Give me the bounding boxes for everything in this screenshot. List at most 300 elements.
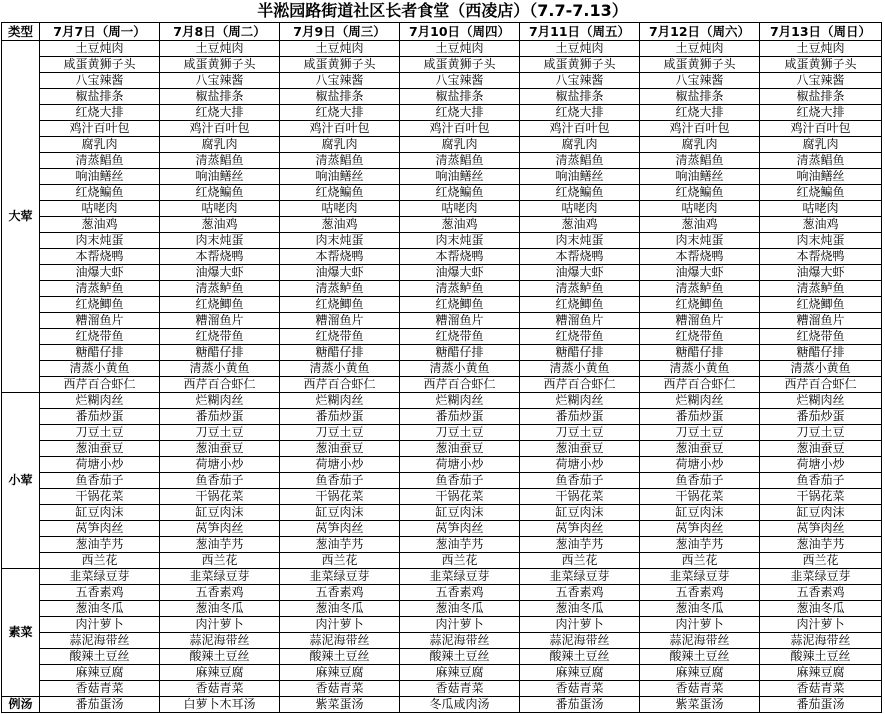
dish-cell: 糟溜鱼片: [280, 313, 400, 329]
dish-cell: 香菇青菜: [520, 681, 640, 697]
dish-cell: 刀豆土豆: [760, 425, 882, 441]
dish-cell: 香菇青菜: [760, 681, 882, 697]
table-row: [2, 601, 882, 617]
table-row: [2, 473, 882, 489]
dish-cell: 缸豆肉沫: [40, 505, 160, 521]
table-row: [2, 89, 882, 105]
dish-cell: 肉末炖蛋: [760, 233, 882, 249]
dish-cell: 清蒸小黄鱼: [160, 361, 280, 377]
dish-cell: 糟溜鱼片: [640, 313, 760, 329]
table-row: [2, 633, 882, 649]
dish-cell: 缸豆肉沫: [280, 505, 400, 521]
dish-cell: 葱油鸡: [640, 217, 760, 233]
dish-cell: 八宝辣酱: [160, 73, 280, 89]
dish-cell: 葱油鸡: [40, 217, 160, 233]
dish-cell: 清蒸鲈鱼: [640, 281, 760, 297]
dish-cell: 五香素鸡: [400, 585, 520, 601]
dish-cell: 腐乳肉: [520, 137, 640, 153]
dish-cell: 八宝辣酱: [40, 73, 160, 89]
dish-cell: 西兰花: [280, 553, 400, 569]
dish-cell: 腐乳肉: [640, 137, 760, 153]
dish-cell: 清蒸鲳鱼: [160, 153, 280, 169]
dish-cell: 清蒸鲳鱼: [760, 153, 882, 169]
dish-cell: 葱油冬瓜: [400, 601, 520, 617]
dish-cell: 土豆炖肉: [760, 41, 882, 57]
table-row: [2, 409, 882, 425]
dish-cell: 清蒸鲳鱼: [280, 153, 400, 169]
menu-table: [1, 22, 882, 713]
dish-cell: 烂糊肉丝: [280, 393, 400, 409]
dish-cell: 红烧大排: [520, 105, 640, 121]
dish-cell: 土豆炖肉: [160, 41, 280, 57]
dish-cell: 干锅花菜: [40, 489, 160, 505]
dish-cell: 葱油冬瓜: [640, 601, 760, 617]
dish-cell: 腐乳肉: [160, 137, 280, 153]
dish-cell: 韭菜绿豆芽: [520, 569, 640, 585]
dish-cell: 蒜泥海带丝: [160, 633, 280, 649]
dish-cell: 葱油蚕豆: [40, 441, 160, 457]
dish-cell: 响油鳝丝: [760, 169, 882, 185]
dish-cell: 刀豆土豆: [520, 425, 640, 441]
dish-cell: 红烧大排: [760, 105, 882, 121]
dish-cell: 清蒸鲈鱼: [400, 281, 520, 297]
dish-cell: 糖醋仔排: [760, 345, 882, 361]
table-row: [2, 489, 882, 505]
dish-cell: 葱油芋艿: [280, 537, 400, 553]
category-cell: 小荤: [2, 393, 40, 569]
dish-cell: 鱼香茄子: [40, 473, 160, 489]
dish-cell: 清蒸鲈鱼: [160, 281, 280, 297]
dish-cell: 清蒸鲳鱼: [40, 153, 160, 169]
dish-cell: 肉汁萝卜: [640, 617, 760, 633]
dish-cell: 麻辣豆腐: [760, 665, 882, 681]
dish-cell: 红烧带鱼: [40, 329, 160, 345]
table-row: [2, 105, 882, 121]
dish-cell: 土豆炖肉: [400, 41, 520, 57]
dish-cell: 荷塘小炒: [640, 457, 760, 473]
dish-cell: 咸蛋黄狮子头: [40, 57, 160, 73]
dish-cell: 红烧鳊鱼: [760, 185, 882, 201]
dish-cell: 椒盐排条: [520, 89, 640, 105]
dish-cell: 酸辣土豆丝: [40, 649, 160, 665]
dish-cell: 红烧带鱼: [160, 329, 280, 345]
dish-cell: 番茄炒蛋: [760, 409, 882, 425]
dish-cell: 肉末炖蛋: [520, 233, 640, 249]
dish-cell: 响油鳝丝: [40, 169, 160, 185]
dish-cell: 红烧鲫鱼: [640, 297, 760, 313]
dish-cell: 紫菜蛋汤: [280, 697, 400, 713]
dish-cell: 蒜泥海带丝: [520, 633, 640, 649]
dish-cell: 西芹百合虾仁: [280, 377, 400, 393]
dish-cell: 鸡汁百叶包: [520, 121, 640, 137]
day-header: 7月9日（周三）: [280, 23, 400, 41]
dish-cell: 缸豆肉沫: [520, 505, 640, 521]
dish-cell: 油爆大虾: [40, 265, 160, 281]
header-row: [2, 23, 882, 41]
dish-cell: 麻辣豆腐: [520, 665, 640, 681]
dish-cell: 土豆炖肉: [40, 41, 160, 57]
dish-cell: 八宝辣酱: [400, 73, 520, 89]
dish-cell: 番茄炒蛋: [40, 409, 160, 425]
day-header: 7月13日（周日）: [760, 23, 882, 41]
dish-cell: 腐乳肉: [40, 137, 160, 153]
dish-cell: 香菇青菜: [400, 681, 520, 697]
dish-cell: 腐乳肉: [760, 137, 882, 153]
dish-cell: 糟溜鱼片: [760, 313, 882, 329]
day-header: 7月8日（周二）: [160, 23, 280, 41]
dish-cell: 肉汁萝卜: [40, 617, 160, 633]
dish-cell: 糟溜鱼片: [40, 313, 160, 329]
dish-cell: 咕咾肉: [760, 201, 882, 217]
dish-cell: 油爆大虾: [640, 265, 760, 281]
dish-cell: 鱼香茄子: [280, 473, 400, 489]
dish-cell: 本帮烧鸭: [640, 249, 760, 265]
dish-cell: 本帮烧鸭: [280, 249, 400, 265]
dish-cell: 香菇青菜: [40, 681, 160, 697]
dish-cell: 红烧带鱼: [640, 329, 760, 345]
dish-cell: 葱油鸡: [400, 217, 520, 233]
dish-cell: 椒盐排条: [160, 89, 280, 105]
table-row: [2, 185, 882, 201]
dish-cell: 红烧大排: [160, 105, 280, 121]
page-title: 半淞园路街道社区长者食堂（西凌店）（7.7-7.13）: [257, 1, 628, 20]
table-row: [2, 665, 882, 681]
table-row: [2, 505, 882, 521]
dish-cell: 烂糊肉丝: [520, 393, 640, 409]
dish-cell: 油爆大虾: [160, 265, 280, 281]
dish-cell: 莴笋肉丝: [640, 521, 760, 537]
dish-cell: 葱油蚕豆: [160, 441, 280, 457]
table-row: [2, 345, 882, 361]
table-row: [2, 265, 882, 281]
table-row: [2, 169, 882, 185]
dish-cell: 葱油芋艿: [640, 537, 760, 553]
dish-cell: 清蒸小黄鱼: [40, 361, 160, 377]
dish-cell: 咕咾肉: [40, 201, 160, 217]
dish-cell: 酸辣土豆丝: [760, 649, 882, 665]
dish-cell: 椒盐排条: [400, 89, 520, 105]
dish-cell: 西芹百合虾仁: [520, 377, 640, 393]
dish-cell: 清蒸鲳鱼: [400, 153, 520, 169]
dish-cell: 番茄炒蛋: [280, 409, 400, 425]
dish-cell: 腐乳肉: [280, 137, 400, 153]
dish-cell: 西兰花: [160, 553, 280, 569]
dish-cell: 刀豆土豆: [280, 425, 400, 441]
dish-cell: 番茄蛋汤: [760, 697, 882, 713]
dish-cell: 清蒸鲈鱼: [280, 281, 400, 297]
dish-cell: 响油鳝丝: [160, 169, 280, 185]
dish-cell: 本帮烧鸭: [760, 249, 882, 265]
dish-cell: 刀豆土豆: [400, 425, 520, 441]
dish-cell: 葱油蚕豆: [640, 441, 760, 457]
table-row: [2, 585, 882, 601]
dish-cell: 红烧鳊鱼: [400, 185, 520, 201]
dish-cell: 咸蛋黄狮子头: [280, 57, 400, 73]
dish-cell: 清蒸鲈鱼: [520, 281, 640, 297]
dish-cell: 西芹百合虾仁: [400, 377, 520, 393]
dish-cell: 响油鳝丝: [640, 169, 760, 185]
dish-cell: 清蒸鲈鱼: [760, 281, 882, 297]
dish-cell: 肉汁萝卜: [280, 617, 400, 633]
dish-cell: 西芹百合虾仁: [40, 377, 160, 393]
dish-cell: 咕咾肉: [280, 201, 400, 217]
dish-cell: 红烧鲫鱼: [280, 297, 400, 313]
dish-cell: 麻辣豆腐: [160, 665, 280, 681]
dish-cell: 肉末炖蛋: [160, 233, 280, 249]
table-row: [2, 553, 882, 569]
dish-cell: 咕咾肉: [520, 201, 640, 217]
day-header: 7月7日（周一）: [40, 23, 160, 41]
dish-cell: 蒜泥海带丝: [280, 633, 400, 649]
dish-cell: 清蒸小黄鱼: [520, 361, 640, 377]
dish-cell: 莴笋肉丝: [520, 521, 640, 537]
dish-cell: 紫菜蛋汤: [640, 697, 760, 713]
dish-cell: 八宝辣酱: [640, 73, 760, 89]
dish-cell: 香菇青菜: [640, 681, 760, 697]
dish-cell: 五香素鸡: [760, 585, 882, 601]
dish-cell: 缸豆肉沫: [400, 505, 520, 521]
dish-cell: 糖醋仔排: [400, 345, 520, 361]
dish-cell: 本帮烧鸭: [160, 249, 280, 265]
dish-cell: 番茄炒蛋: [520, 409, 640, 425]
dish-cell: 红烧鲫鱼: [40, 297, 160, 313]
dish-cell: 烂糊肉丝: [400, 393, 520, 409]
dish-cell: 五香素鸡: [520, 585, 640, 601]
dish-cell: 红烧鲫鱼: [400, 297, 520, 313]
dish-cell: 八宝辣酱: [520, 73, 640, 89]
dish-cell: 鸡汁百叶包: [640, 121, 760, 137]
dish-cell: 麻辣豆腐: [400, 665, 520, 681]
dish-cell: 烂糊肉丝: [40, 393, 160, 409]
dish-cell: 酸辣土豆丝: [280, 649, 400, 665]
table-row: [2, 249, 882, 265]
dish-cell: 荷塘小炒: [160, 457, 280, 473]
dish-cell: 蒜泥海带丝: [40, 633, 160, 649]
dish-cell: 红烧大排: [40, 105, 160, 121]
dish-cell: 莴笋肉丝: [160, 521, 280, 537]
dish-cell: 番茄炒蛋: [160, 409, 280, 425]
dish-cell: 糖醋仔排: [520, 345, 640, 361]
dish-cell: 酸辣土豆丝: [640, 649, 760, 665]
dish-cell: 红烧鲫鱼: [160, 297, 280, 313]
dish-cell: 红烧鳊鱼: [280, 185, 400, 201]
dish-cell: 鸡汁百叶包: [400, 121, 520, 137]
dish-cell: 糖醋仔排: [280, 345, 400, 361]
dish-cell: 莴笋肉丝: [760, 521, 882, 537]
dish-cell: 葱油冬瓜: [520, 601, 640, 617]
dish-cell: 八宝辣酱: [280, 73, 400, 89]
table-row: [2, 217, 882, 233]
dish-cell: 红烧鳊鱼: [160, 185, 280, 201]
dish-cell: 番茄蛋汤: [520, 697, 640, 713]
dish-cell: 麻辣豆腐: [280, 665, 400, 681]
dish-cell: 本帮烧鸭: [400, 249, 520, 265]
dish-cell: 鸡汁百叶包: [280, 121, 400, 137]
dish-cell: 红烧带鱼: [400, 329, 520, 345]
dish-cell: 红烧鳊鱼: [520, 185, 640, 201]
dish-cell: 麻辣豆腐: [40, 665, 160, 681]
dish-cell: 烂糊肉丝: [640, 393, 760, 409]
dish-cell: 西兰花: [400, 553, 520, 569]
dish-cell: 肉末炖蛋: [40, 233, 160, 249]
dish-cell: 肉末炖蛋: [400, 233, 520, 249]
dish-cell: 糟溜鱼片: [520, 313, 640, 329]
type-header: 类型: [2, 23, 40, 41]
table-row: [2, 425, 882, 441]
dish-cell: 肉汁萝卜: [160, 617, 280, 633]
table-row: [2, 281, 882, 297]
dish-cell: 刀豆土豆: [160, 425, 280, 441]
dish-cell: 葱油冬瓜: [40, 601, 160, 617]
dish-cell: 葱油芋艿: [760, 537, 882, 553]
dish-cell: 油爆大虾: [520, 265, 640, 281]
dish-cell: 番茄炒蛋: [400, 409, 520, 425]
dish-cell: 腐乳肉: [400, 137, 520, 153]
dish-cell: 香菇青菜: [280, 681, 400, 697]
table-row: [2, 153, 882, 169]
dish-cell: 缸豆肉沫: [640, 505, 760, 521]
table-row: [2, 617, 882, 633]
table-row: [2, 329, 882, 345]
dish-cell: 葱油鸡: [760, 217, 882, 233]
dish-cell: 葱油芋艿: [160, 537, 280, 553]
dish-cell: 冬瓜咸肉汤: [400, 697, 520, 713]
dish-cell: 葱油蚕豆: [520, 441, 640, 457]
dish-cell: 椒盐排条: [40, 89, 160, 105]
dish-cell: 莴笋肉丝: [280, 521, 400, 537]
dish-cell: 香菇青菜: [160, 681, 280, 697]
dish-cell: 葱油蚕豆: [400, 441, 520, 457]
dish-cell: 油爆大虾: [280, 265, 400, 281]
dish-cell: 肉汁萝卜: [400, 617, 520, 633]
dish-cell: 本帮烧鸭: [520, 249, 640, 265]
dish-cell: 响油鳝丝: [400, 169, 520, 185]
dish-cell: 葱油蚕豆: [760, 441, 882, 457]
dish-cell: 红烧鲫鱼: [520, 297, 640, 313]
dish-cell: 西芹百合虾仁: [160, 377, 280, 393]
dish-cell: 油爆大虾: [400, 265, 520, 281]
dish-cell: 椒盐排条: [280, 89, 400, 105]
dish-cell: 酸辣土豆丝: [160, 649, 280, 665]
dish-cell: 咸蛋黄狮子头: [400, 57, 520, 73]
dish-cell: 五香素鸡: [160, 585, 280, 601]
dish-cell: 红烧大排: [280, 105, 400, 121]
dish-cell: 清蒸小黄鱼: [640, 361, 760, 377]
dish-cell: 干锅花菜: [280, 489, 400, 505]
dish-cell: 烂糊肉丝: [160, 393, 280, 409]
dish-cell: 红烧带鱼: [520, 329, 640, 345]
dish-cell: 本帮烧鸭: [40, 249, 160, 265]
menu-body: [2, 41, 882, 713]
table-row: [2, 441, 882, 457]
table-row: [2, 73, 882, 89]
dish-cell: 葱油冬瓜: [160, 601, 280, 617]
dish-cell: 红烧鲫鱼: [760, 297, 882, 313]
dish-cell: 咕咾肉: [400, 201, 520, 217]
dish-cell: 烂糊肉丝: [760, 393, 882, 409]
dish-cell: 糖醋仔排: [40, 345, 160, 361]
dish-cell: 韭菜绿豆芽: [760, 569, 882, 585]
table-row: [2, 537, 882, 553]
category-cell: 大荤: [2, 41, 40, 393]
dish-cell: 清蒸鲳鱼: [640, 153, 760, 169]
dish-cell: 咸蛋黄狮子头: [760, 57, 882, 73]
table-row: [2, 57, 882, 73]
dish-cell: 五香素鸡: [40, 585, 160, 601]
dish-cell: 肉汁萝卜: [760, 617, 882, 633]
dish-cell: 韭菜绿豆芽: [160, 569, 280, 585]
dish-cell: 红烧大排: [640, 105, 760, 121]
dish-cell: 缸豆肉沫: [760, 505, 882, 521]
dish-cell: 红烧带鱼: [280, 329, 400, 345]
dish-cell: 肉末炖蛋: [640, 233, 760, 249]
dish-cell: 干锅花菜: [520, 489, 640, 505]
dish-cell: 蒜泥海带丝: [400, 633, 520, 649]
dish-cell: 蒜泥海带丝: [640, 633, 760, 649]
dish-cell: 西芹百合虾仁: [640, 377, 760, 393]
dish-cell: 红烧带鱼: [760, 329, 882, 345]
day-header: 7月10日（周四）: [400, 23, 520, 41]
dish-cell: 鸡汁百叶包: [40, 121, 160, 137]
dish-cell: 荷塘小炒: [400, 457, 520, 473]
dish-cell: 葱油鸡: [160, 217, 280, 233]
dish-cell: 葱油芋艿: [40, 537, 160, 553]
dish-cell: 缸豆肉沫: [160, 505, 280, 521]
dish-cell: 葱油芋艿: [400, 537, 520, 553]
dish-cell: 鱼香茄子: [400, 473, 520, 489]
dish-cell: 葱油鸡: [520, 217, 640, 233]
dish-cell: 椒盐排条: [640, 89, 760, 105]
dish-cell: 葱油蚕豆: [280, 441, 400, 457]
dish-cell: 清蒸鲈鱼: [40, 281, 160, 297]
day-header: 7月12日（周六）: [640, 23, 760, 41]
category-cell: 素菜: [2, 569, 40, 697]
dish-cell: 糖醋仔排: [160, 345, 280, 361]
dish-cell: 刀豆土豆: [40, 425, 160, 441]
table-row: [2, 569, 882, 585]
dish-cell: 五香素鸡: [280, 585, 400, 601]
dish-cell: 咸蛋黄狮子头: [640, 57, 760, 73]
dish-cell: 葱油鸡: [280, 217, 400, 233]
dish-cell: 咸蛋黄狮子头: [160, 57, 280, 73]
dish-cell: 椒盐排条: [760, 89, 882, 105]
table-row: [2, 201, 882, 217]
dish-cell: 鸡汁百叶包: [160, 121, 280, 137]
dish-cell: 葱油冬瓜: [760, 601, 882, 617]
dish-cell: 莴笋肉丝: [400, 521, 520, 537]
dish-cell: 清蒸小黄鱼: [760, 361, 882, 377]
dish-cell: 五香素鸡: [640, 585, 760, 601]
dish-cell: 干锅花菜: [400, 489, 520, 505]
dish-cell: 番茄蛋汤: [40, 697, 160, 713]
dish-cell: 荷塘小炒: [280, 457, 400, 473]
dish-cell: 清蒸小黄鱼: [280, 361, 400, 377]
dish-cell: 咸蛋黄狮子头: [520, 57, 640, 73]
dish-cell: 荷塘小炒: [520, 457, 640, 473]
dish-cell: 八宝辣酱: [760, 73, 882, 89]
dish-cell: 肉末炖蛋: [280, 233, 400, 249]
table-row: [2, 681, 882, 697]
table-row: [2, 521, 882, 537]
dish-cell: 油爆大虾: [760, 265, 882, 281]
dish-cell: 清蒸小黄鱼: [400, 361, 520, 377]
dish-cell: 鱼香茄子: [760, 473, 882, 489]
dish-cell: 酸辣土豆丝: [400, 649, 520, 665]
dish-cell: 土豆炖肉: [280, 41, 400, 57]
dish-cell: 糖醋仔排: [640, 345, 760, 361]
table-row: [2, 393, 882, 409]
dish-cell: 糟溜鱼片: [400, 313, 520, 329]
